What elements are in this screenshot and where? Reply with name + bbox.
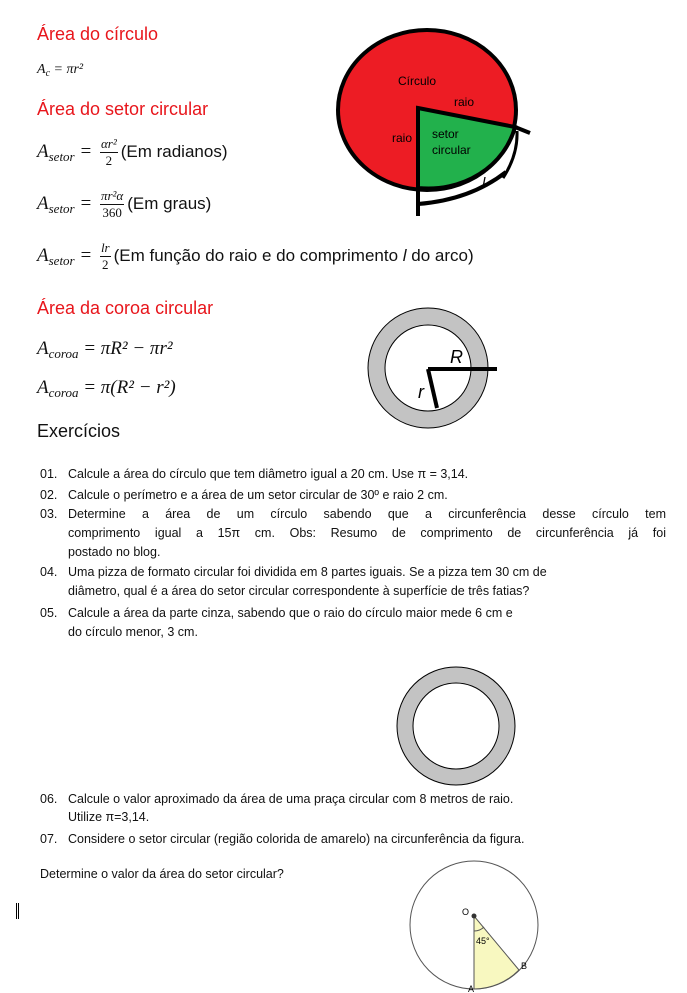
exercise-line: Calcule a área da parte cinza, sabendo que o raio do círculo maior mede 6 cm e <box>68 606 513 620</box>
sub: coroa <box>48 385 79 400</box>
sector-45-diagram <box>400 850 550 993</box>
note-l: l <box>402 245 407 265</box>
formula-circulo <box>37 62 83 79</box>
label-angle: 45° <box>476 936 490 946</box>
lhs: A <box>37 338 49 359</box>
exercise-line: do círculo menor, 3 cm. <box>68 625 198 639</box>
lhs: A <box>37 192 49 214</box>
label-circular: circular <box>432 143 471 157</box>
numerator: αr² <box>100 136 117 151</box>
rhs: = π(R² − r²) <box>83 377 176 398</box>
exercise-number: 05. <box>40 606 58 620</box>
sub: setor <box>48 252 75 268</box>
note: (Em radianos) <box>120 141 228 161</box>
question-text: Determine o valor da área do setor circular? <box>40 867 284 881</box>
label-r: r <box>418 382 424 402</box>
formula-setor-radianos: $A_{setor}$ = $\frac{\text{αr²}}{2}$ (Em radianos) <box>37 136 228 168</box>
heading-exercicios: Exercícios <box>37 421 121 441</box>
lhs: A <box>37 140 49 162</box>
note-end: do arco) <box>406 245 474 265</box>
denominator: 2 <box>102 257 109 272</box>
exercise-line: Calcule o valor aproximado da área de uma praça circular com 8 metros de raio. <box>68 792 514 806</box>
exercise-number: 06. <box>40 792 58 806</box>
formula-setor-graus: $A_{setor}$ = $\frac{\text{πr²α}}{360}$ (Em graus) <box>37 188 212 220</box>
formula-coroa-2 <box>37 377 176 401</box>
note: (Em graus) <box>127 193 212 213</box>
lhs: A <box>37 377 49 398</box>
exercise-line: Calcule o perímetro e a área de um setor circular de 30º e raio 2 cm. <box>68 488 448 502</box>
exercise-line: Determine a área de um círculo sabendo que a circunferência desse círculo tem <box>68 507 666 521</box>
label-circulo: Círculo <box>398 74 437 88</box>
sector-diagram <box>320 20 570 220</box>
label-O: O <box>462 907 470 917</box>
sub: setor <box>48 148 75 164</box>
numerator: lr <box>100 240 110 255</box>
label-arc: l <box>482 175 486 192</box>
label-A: A <box>468 984 475 993</box>
lhs: A <box>37 62 46 77</box>
exercise-number: 03. <box>40 507 58 521</box>
label-raio-left: raio <box>392 131 413 145</box>
exercise-number: 07. <box>40 832 58 846</box>
heading-area-setor: Área do setor circular <box>37 99 209 119</box>
numerator: πr²α <box>100 188 124 203</box>
exercise-number: 04. <box>40 565 58 579</box>
formula-coroa-1 <box>37 338 173 362</box>
exercise-number: 01. <box>40 467 58 481</box>
exercise-number: 02. <box>40 488 58 502</box>
exercise-line: Utilize π=3,14. <box>68 810 150 824</box>
center-point <box>472 914 477 919</box>
formula-setor-arco: $A_{setor}$ = $\frac{lr}{2}$ (Em função do raio e do comprimento l do arco) <box>37 240 474 272</box>
label-B: B <box>521 961 528 971</box>
label-R: R <box>450 347 463 367</box>
sub: coroa <box>48 346 79 361</box>
denominator: 2 <box>105 153 113 168</box>
sub: setor <box>48 200 75 216</box>
heading-area-coroa: Área da coroa circular <box>37 298 214 318</box>
rhs: = πr² <box>53 62 84 77</box>
label-setor: setor <box>432 127 459 141</box>
text-cursor <box>16 903 19 919</box>
label-raio-top: raio <box>454 95 475 109</box>
denominator: 360 <box>102 205 122 220</box>
exercise-line: postado no blog. <box>68 545 161 559</box>
crown-diagram-2 <box>390 660 524 794</box>
note: (Em função do raio e do comprimento <box>113 245 403 265</box>
exercise-line: diâmetro, qual é a área do setor circular correspondente à superfície de três fatias? <box>68 584 530 598</box>
exercise-line: Uma pizza de formato circular foi dividida em 8 partes iguais. Se a pizza tem 30 cm de <box>68 565 547 579</box>
inner-circle <box>413 683 499 769</box>
crown-diagram <box>350 290 510 450</box>
rhs: = πR² − πr² <box>83 338 173 359</box>
lhs: A <box>37 244 49 266</box>
exercise-line: Considere o setor circular (região colorida de amarelo) na circunferência da figura. <box>68 832 525 846</box>
exercise-line: comprimento igual a 15π cm. Obs: Resumo de comprimento de circunferência já foi <box>68 526 666 540</box>
heading-area-circulo: Área do círculo <box>37 24 159 44</box>
sub: c <box>45 68 51 79</box>
exercise-line: Calcule a área do círculo que tem diâmetro igual a 20 cm. Use π = 3,14. <box>68 467 469 481</box>
